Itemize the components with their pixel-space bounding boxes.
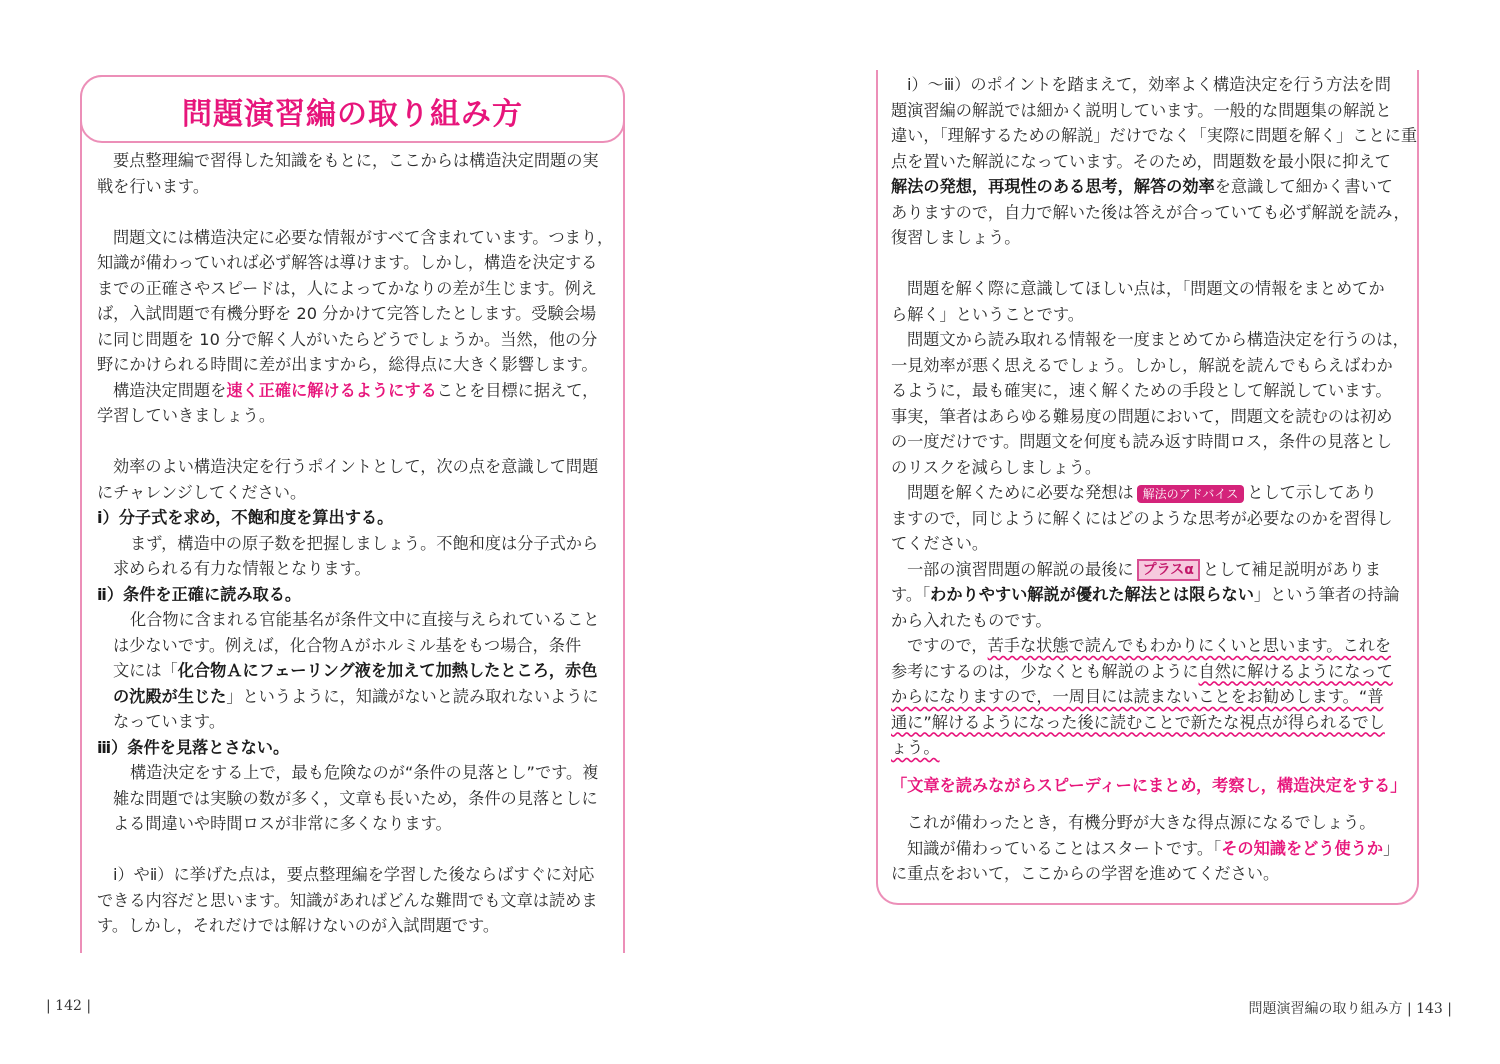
paragraph-line [891, 174, 1406, 200]
plus-alpha-badge: プラスα [1137, 559, 1200, 581]
paragraph-line [891, 633, 1406, 659]
title-box [80, 75, 625, 143]
paragraph-line: 化合物に含まれる官能基名が条件文中に直接与えられていること [130, 610, 600, 629]
text-span: 参考にするのは，少なくとも解説のように [891, 661, 1199, 681]
text-span: 構造決定問題を [113, 380, 227, 400]
point-heading-1: ⅰ）分子式を求め，不飽和度を算出する。 [97, 508, 394, 527]
paragraph-line: 違い，「理解するための解説」だけでなく「実際に問題を解く」ことに重 [891, 126, 1418, 145]
paragraph-line [97, 378, 612, 404]
paragraph-line: から入れたものです。 [891, 610, 1052, 630]
paragraph-line: に重点をおいて，ここからの学習を進めてください。 [891, 864, 1280, 883]
text-span: を意識して細かく書いて [1214, 177, 1393, 196]
text-span: 」というように，知識がないと読み取れないように [226, 686, 599, 706]
point-heading-3: ⅲ）条件を見落とさない。 [97, 737, 290, 757]
paragraph-line [97, 684, 612, 710]
paragraph-line: てください。 [891, 534, 989, 553]
paragraph-line: 事実，筆者はあらゆる難易度の問題において，問題文を読むのは初め [891, 406, 1393, 426]
paragraph-line: 学習していきましょう。 [97, 406, 276, 425]
text-span: 」 [1383, 838, 1400, 858]
paragraph-line: 問題文には構造決定に必要な情報がすべて含まれています。つまり， [113, 227, 614, 247]
paragraph-line: 問題を解く際に意識してほしい点は，「問題文の情報をまとめてか [907, 279, 1385, 298]
text-span: ことを目標に据えて， [436, 380, 599, 400]
paragraph-line [891, 557, 1406, 583]
paragraph-line: るように，最も確実に，速く解くための手段として解説しています。 [891, 381, 1392, 400]
text-span: ですので， [907, 636, 988, 655]
advice-badge: 解法のアドバイス [1137, 485, 1245, 503]
paragraph-line: 雑な問題では実験の数が多く，文章も長いため，条件の見落としに [113, 788, 598, 808]
paragraph-line: にチャレンジしてください。 [97, 482, 307, 502]
text-span: 文には「 [113, 661, 178, 680]
paragraph-line: 復習しましょう。 [891, 228, 1021, 247]
paragraph-line: の一度だけです。問題文を何度も読み返す時間ロス，条件の見落とし [891, 432, 1393, 451]
wavy-underline-text: “普 [1358, 687, 1384, 706]
right-page-body [891, 72, 1418, 887]
paragraph-line: 野にかけられる時間に差が出ますから，総得点に大きく影響します。 [97, 355, 598, 374]
bold-text: わかりやすい解説が優れた解法とは限らない [930, 585, 1254, 604]
paragraph-line: 要点整理編で習得した知識をもとに，ここからは構造決定問題の実 [113, 151, 599, 170]
paragraph-line: 戦を行います。 [97, 176, 210, 196]
text-span: す。「 [891, 585, 931, 604]
paragraph-line: ば，入試問題で有機分野を 20 分かけて完答したとします。受験会場 [97, 304, 597, 323]
highlight-text: 速く正確に解けるようにする [226, 380, 437, 400]
paragraph-line: よる間違いや時間ロスが非常に多くなります。 [113, 814, 452, 833]
page-title: 問題演習編の取り組み方 [182, 97, 523, 132]
paragraph-line: できる内容だと思います。知識があればどんな難問でも文章は読めま [97, 890, 598, 910]
text-span: 知識が備わっていることはスタートです。「 [907, 838, 1222, 858]
paragraph-line: に同じ問題を 10 分で解く人がいたらどうでしょうか。当然，他の分 [97, 329, 598, 349]
paragraph-line: ら解く」ということです。 [891, 304, 1084, 324]
paragraph-line [891, 836, 1406, 862]
paragraph-line [891, 684, 1406, 710]
paragraph-line [891, 582, 1406, 608]
wavy-underline-text: 自然に解けるようになって [1198, 661, 1393, 681]
highlight-text: その知識をどう使うか [1221, 838, 1384, 858]
paragraph-line: まず，構造中の原子数を把握しましょう。不飽和度は分子式から [130, 533, 599, 553]
paragraph-line: これが備わったとき，有機分野が大きな得点源になるでしょう。 [907, 813, 1376, 832]
paragraph-line [891, 480, 1406, 506]
bold-text: 化合物Ａにフェーリング液を加えて加熱したところ，赤色 [177, 661, 598, 680]
point-heading-2: ⅱ）条件を正確に読み取る。 [97, 584, 302, 604]
paragraph-line [97, 658, 612, 684]
text-span: 問題を解くために必要な発想は [907, 483, 1134, 502]
text-span: 」という筆者の持論 [1253, 585, 1400, 604]
paragraph-line: ょう。 [891, 738, 940, 757]
key-phrase: 「文章を読みながらスピーディーにまとめ，考察し，構造決定をする」 [891, 775, 1407, 795]
text-span: として示してあり [1247, 483, 1377, 502]
page-number-right: | 143 | [1406, 1001, 1452, 1017]
paragraph-line: 点を置いた解説になっています。そのため，問題数を最小限に抑えて [891, 151, 1391, 171]
paragraph-line: す。しかし，それだけでは解けないのが入試問題です。 [97, 916, 500, 935]
paragraph-line: 通に”解けるようになった後に読むことで新たな視点が得られるでし [891, 712, 1385, 732]
paragraph-line: は少ないです。例えば，化合物Ａがホルミル基をもつ場合，条件 [113, 635, 582, 655]
text-span: として補足説明がありま [1202, 559, 1381, 579]
left-page-body [97, 148, 612, 939]
paragraph-line: 題演習編の解説では細かく説明しています。一般的な問題集の解説と [891, 100, 1392, 120]
paragraph-line: 構造決定をする上で，最も危険なのが“条件の見落とし”です。複 [130, 763, 599, 782]
paragraph-line: のリスクを減らしましょう。 [891, 457, 1102, 477]
text-span: 一部の演習問題の解説の最後に [907, 559, 1134, 579]
paragraph-line: 問題文から読み取れる情報を一度まとめてから構造決定を行うのは， [907, 330, 1409, 349]
bold-text: 解法の発想，再現性のある思考，解答の効率 [891, 177, 1215, 196]
paragraph-line: ありますので，自力で解いた後は答えが合っていても必ず解説を読み， [891, 202, 1410, 222]
paragraph-line: ますので，同じように解くにはどのような思考が必要なのかを習得し [891, 508, 1393, 528]
running-title: 問題演習編の取り組み方 [1248, 1001, 1403, 1017]
paragraph-line: 知識が備わっていれば必ず解答は導けます。しかし，構造を決定する [97, 253, 598, 272]
paragraph-line: 効率のよい構造決定を行うポイントとして，次の点を意識して問題 [113, 457, 599, 476]
wavy-underline-text: 苦手な状態で読んでもわかりにくいと思います。これを [987, 636, 1392, 655]
paragraph-line: までの正確さやスピードは，人によってかなりの差が生じます。例え [97, 278, 597, 298]
paragraph-line [891, 659, 1406, 685]
bold-text: の沈殿が生じた [113, 686, 227, 706]
wavy-underline-text: からになりますので，一周目には読まないことをお勧めします。 [891, 687, 1359, 706]
page-number-left: | 142 | [46, 998, 92, 1014]
paragraph-line: ⅰ）～ⅲ）のポイントを踏まえて，効率よく構造決定を行う方法を問 [907, 75, 1391, 94]
paragraph-line: ⅰ）やⅱ）に挙げた点は，要点整理編を学習した後ならばすぐに対応 [113, 865, 595, 884]
paragraph-line: なっています。 [113, 712, 226, 731]
page-footer-right [1248, 998, 1452, 1018]
paragraph-line: 求められる有力な情報となります。 [113, 559, 371, 578]
paragraph-line: 一見効率が悪く思えるでしょう。しかし，解説を読んでもらえばわか [891, 355, 1393, 375]
